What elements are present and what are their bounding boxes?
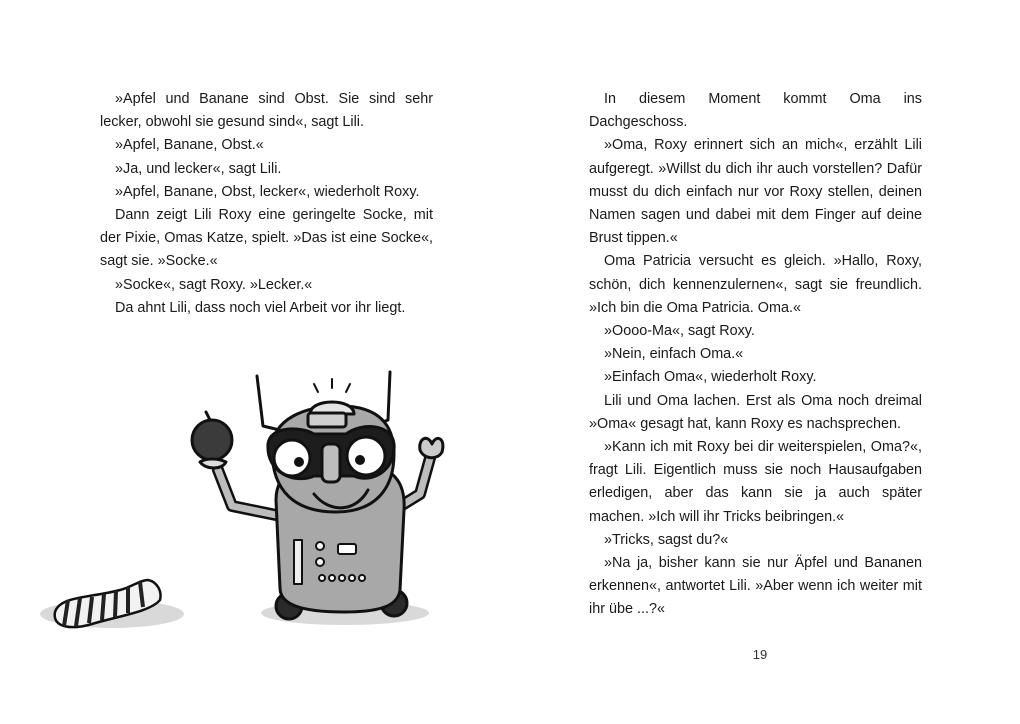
paragraph: In diesem Moment kommt Oma ins Dachgeschoss. <box>589 91 922 131</box>
paragraph: Lili und Oma lachen. Erst als Oma noch dreimal »Oma« gesagt hat, kann Roxy es nachsprechen. <box>589 392 922 432</box>
paragraph: »Socke«, sagt Roxy. »Lecker.« <box>115 276 313 293</box>
paragraph: »Tricks, sagst du?« <box>604 531 729 548</box>
paragraph: »Ja, und lecker«, sagt Lili. <box>115 160 282 177</box>
right-page-text <box>589 88 922 622</box>
paragraph: »Einfach Oma«, wiederholt Roxy. <box>604 369 817 386</box>
paragraph: »Oooo-Ma«, sagt Roxy. <box>604 323 755 340</box>
paragraph: Oma Patricia versucht es gleich. »Hallo, Roxy, schön, dich kennenzulernen«, sagt sie freundlich. »Ich bin die Oma Patricia. Oma.« <box>589 253 922 316</box>
paragraph: »Apfel, Banane, Obst, lecker«, wiederholt Roxy. <box>115 183 420 200</box>
paragraph: »Apfel, Banane, Obst.« <box>115 137 264 154</box>
robot <box>192 372 443 619</box>
paragraph: Da ahnt Lili, dass noch viel Arbeit vor ihr liegt. <box>115 299 406 316</box>
paragraph: »Oma, Roxy erinnert sich an mich«, erzählt Lili aufgeregt. »Willst du dich ihr auch vorstellen? Dafür musst du dich einfach nur vor Roxy stellen, deinen Namen sagen und dabei mit dem Finger auf deine Brust tippen.« <box>589 137 922 247</box>
paragraph: »Apfel und Banane sind Obst. Sie sind sehr lecker, obwohl sie gesund sind«, sagt Lili. <box>100 91 433 131</box>
paragraph: »Nein, einfach Oma.« <box>604 346 744 363</box>
page-number: 19 <box>752 647 768 662</box>
paragraph: Dann zeigt Lili Roxy eine geringelte Socke, mit der Pixie, Omas Katze, spielt. »Das ist eine Socke«, sagt sie. »Socke.« <box>100 207 433 270</box>
paragraph: »Na ja, bisher kann sie nur Äpfel und Bananen erkennen«, antwortet Lili. »Aber wenn ich weiter mit ihr übe ...?« <box>589 555 922 618</box>
paragraph: »Kann ich mit Roxy bei dir weiterspielen, Oma?«, fragt Lili. Eigentlich muss sie noch Hausaufgaben erledigen, aber das kann sie ja auch später machen. »Ich will ihr Tricks beibringen.« <box>589 439 922 525</box>
